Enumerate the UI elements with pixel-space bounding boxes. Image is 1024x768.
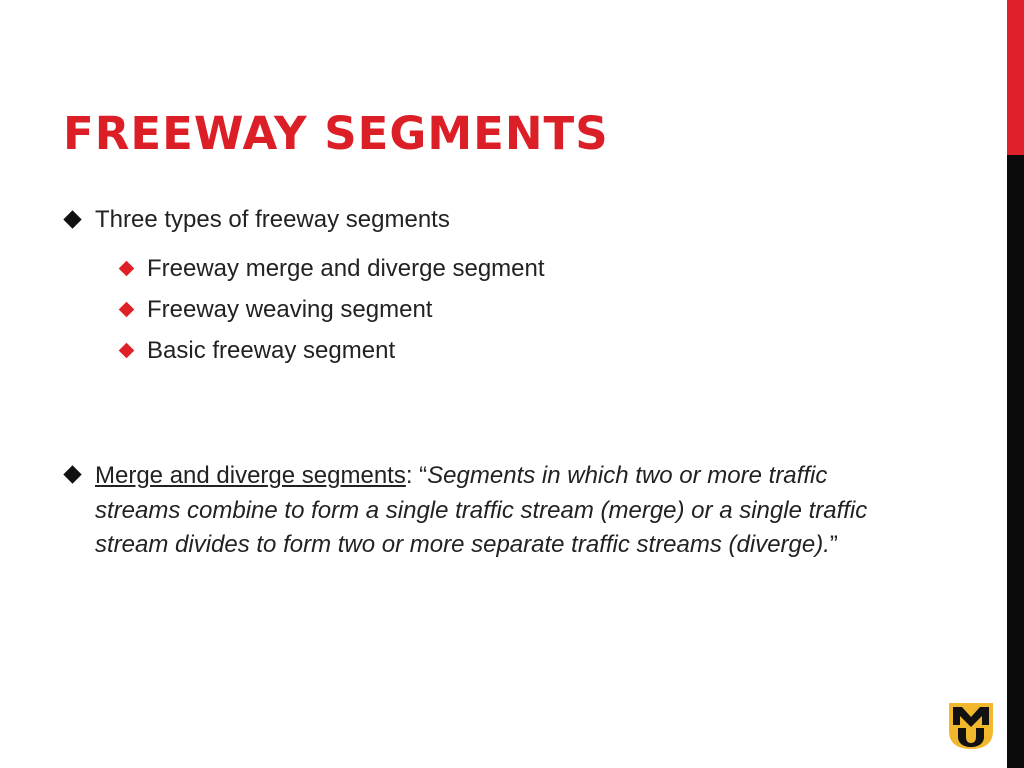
definition-separator: : “ xyxy=(405,462,428,489)
definition-text: Segments in which two or more traffic streams combine to form a single traffic stream (merge) or a single traffic stream divides to form two or more separate traffic streams (diverge). xyxy=(95,462,868,558)
definition-closing-quote: ” xyxy=(829,531,838,558)
definition-paragraph xyxy=(95,459,895,563)
sub-bullet-text: Freeway weaving segment xyxy=(147,296,433,323)
bullet-text: Three types of freeway segments xyxy=(95,206,450,233)
slide-title: FREEWAY SEGMENTS xyxy=(63,107,609,160)
black-diamond-icon xyxy=(63,465,81,483)
sub-bullet-basic xyxy=(117,335,395,367)
black-diamond-icon xyxy=(63,210,81,228)
sub-bullet-merge-diverge xyxy=(117,253,545,285)
red-diamond-icon xyxy=(119,302,135,318)
mizzou-logo xyxy=(947,701,995,751)
red-diamond-icon xyxy=(119,261,135,277)
bullet-definition xyxy=(62,459,895,563)
sub-bullet-text: Freeway merge and diverge segment xyxy=(147,255,545,282)
bullet-types-heading xyxy=(62,204,450,236)
red-diamond-icon xyxy=(119,343,135,359)
sub-bullet-weaving xyxy=(117,294,432,326)
side-accent-bar-red xyxy=(1007,0,1024,155)
definition-term: Merge and diverge segments xyxy=(95,462,406,489)
side-accent-bar-black xyxy=(1007,155,1024,768)
sub-bullet-text: Basic freeway segment xyxy=(147,337,396,364)
